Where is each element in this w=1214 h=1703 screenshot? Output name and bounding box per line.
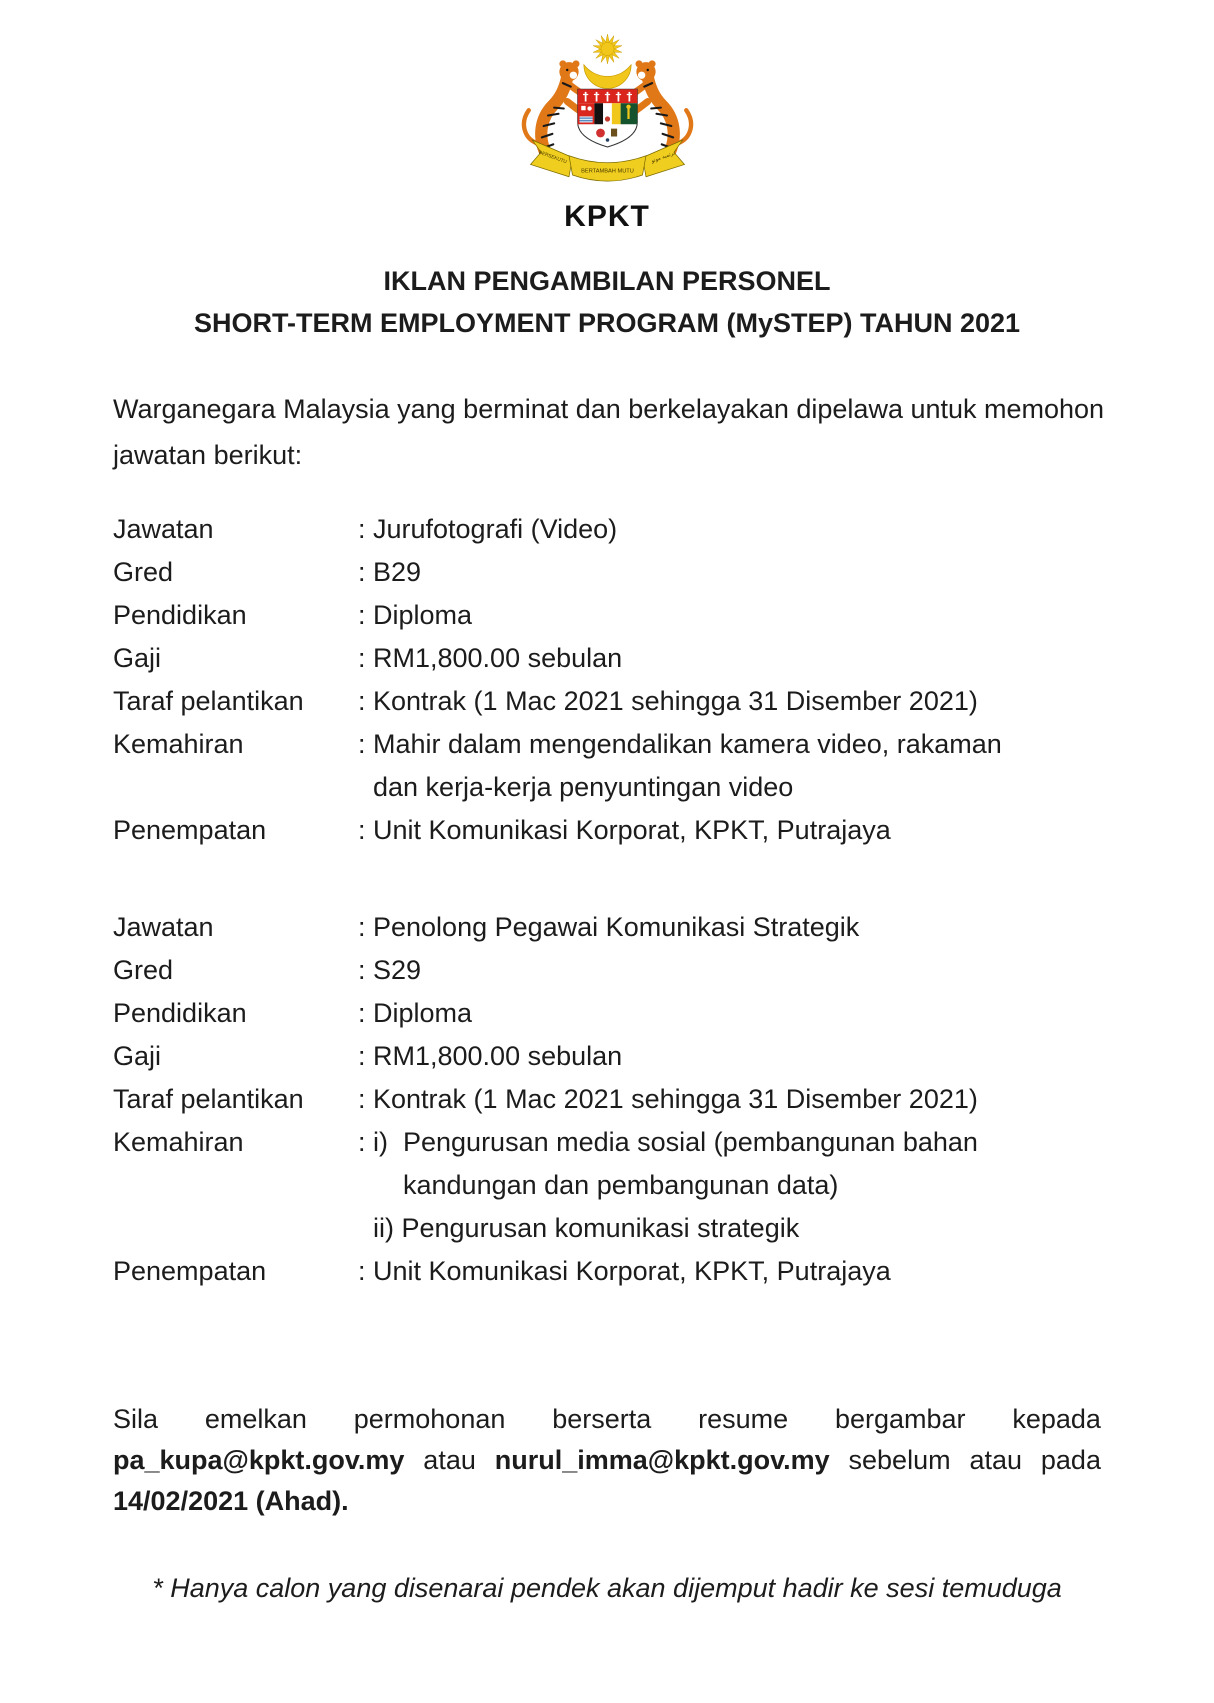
- word: sebelum: [848, 1445, 951, 1475]
- job-detail-row: [113, 949, 1101, 992]
- field-value-line: : Diploma: [358, 600, 473, 630]
- job-detail-row: [113, 594, 1101, 637]
- shield: [577, 89, 637, 147]
- field-value: [358, 1035, 1101, 1078]
- field-value-line: : Mahir dalam mengendalikan kamera video, rakaman: [358, 729, 1002, 759]
- crescent: [583, 65, 630, 89]
- intro-line: jawatan berikut:: [113, 440, 303, 470]
- field-value-line: dan kerja-kerja penyuntingan video: [358, 772, 794, 802]
- field-value: [358, 1078, 1101, 1121]
- field-value-line: kandungan dan pembangunan data): [358, 1170, 839, 1200]
- job-detail-row: [113, 723, 1101, 809]
- title-line-2: SHORT-TERM EMPLOYMENT PROGRAM (MySTEP) TAHUN 2021: [193, 308, 1021, 338]
- field-value-line: : Diploma: [358, 998, 473, 1028]
- field-value-line: : Unit Komunikasi Korporat, KPKT, Putrajaya: [358, 1256, 891, 1286]
- word: atau: [969, 1445, 1023, 1475]
- motto-left-text: BERSEKUTU: [537, 150, 567, 166]
- shortlist-footnote: * Hanya calon yang disenarai pendek akan dijemput hadir ke sesi temuduga: [152, 1573, 1062, 1603]
- field-value: [358, 637, 1101, 680]
- job-detail-row: [113, 1250, 1101, 1293]
- document-title: [113, 260, 1101, 344]
- field-value: [358, 1250, 1101, 1293]
- intro-line: Warganegara Malaysia yang berminat dan berkelayakan dipelawa untuk memohon: [113, 394, 1105, 424]
- field-label: Gred: [113, 557, 174, 587]
- field-value-line: : RM1,800.00 sebulan: [358, 1041, 623, 1071]
- job-detail-row: [113, 551, 1101, 594]
- field-value-line: : RM1,800.00 sebulan: [358, 643, 623, 673]
- field-label: Jawatan: [113, 514, 214, 544]
- job-listing-1: [113, 508, 1101, 852]
- word: berserta: [552, 1404, 652, 1434]
- field-value-line: : Unit Komunikasi Korporat, KPKT, Putrajaya: [358, 815, 891, 845]
- field-value-line: ii) Pengurusan komunikasi strategik: [358, 1213, 800, 1243]
- field-value: [358, 906, 1101, 949]
- job-detail-row: [113, 1078, 1101, 1121]
- field-label: Penempatan: [113, 815, 267, 845]
- intro-paragraph: [113, 386, 1105, 478]
- field-label: Penempatan: [113, 1256, 267, 1286]
- field-value: [358, 680, 1101, 723]
- field-value-line: : Kontrak (1 Mac 2021 sehingga 31 Disember 2021): [358, 686, 978, 716]
- word: nurul_imma@kpkt.gov.my: [494, 1445, 830, 1475]
- field-value-line: : Jurufotografi (Video): [358, 514, 618, 544]
- field-value-line: : i) Pengurusan media sosial (pembangunan bahan: [358, 1127, 978, 1157]
- field-label: Kemahiran: [113, 1127, 244, 1157]
- job-listing-2: [113, 906, 1101, 1293]
- word: kepada: [1012, 1404, 1101, 1434]
- word: bergambar: [834, 1404, 966, 1434]
- field-label: Kemahiran: [113, 729, 244, 759]
- field-value: [358, 992, 1101, 1035]
- word: permohonan: [353, 1404, 506, 1434]
- field-label: Pendidikan: [113, 600, 247, 630]
- field-value: [358, 594, 1101, 637]
- job-detail-row: [113, 992, 1101, 1035]
- application-deadline: 14/02/2021 (Ahad).: [113, 1486, 349, 1516]
- application-line-1: [113, 1399, 1101, 1440]
- motto-right-jawi-text: برتمبه موتو: [650, 150, 676, 165]
- field-value: [358, 551, 1101, 594]
- word: emelkan: [204, 1404, 307, 1434]
- federal-star: [592, 34, 622, 64]
- word: Sila: [113, 1404, 159, 1434]
- field-value-line: : B29: [358, 557, 422, 587]
- word: atau: [423, 1445, 476, 1475]
- job-detail-row: [113, 1035, 1101, 1078]
- field-label: Pendidikan: [113, 998, 247, 1028]
- field-value: [358, 809, 1101, 852]
- job-detail-row: [113, 906, 1101, 949]
- field-label: Taraf pelantikan: [113, 1084, 304, 1114]
- field-value: [358, 1121, 1101, 1250]
- field-label: Gaji: [113, 643, 162, 673]
- field-value-line: : Kontrak (1 Mac 2021 sehingga 31 Disember 2021): [358, 1084, 978, 1114]
- field-value: [358, 723, 1101, 809]
- field-label: Taraf pelantikan: [113, 686, 304, 716]
- field-value: [358, 949, 1101, 992]
- application-line-2: [113, 1440, 1101, 1481]
- job-detail-row: [113, 809, 1101, 852]
- field-value-line: : Penolong Pegawai Komunikasi Strategik: [358, 912, 860, 942]
- field-label: Gred: [113, 955, 174, 985]
- field-label: Gaji: [113, 1041, 162, 1071]
- job-detail-row: [113, 637, 1101, 680]
- application-instructions: [113, 1399, 1101, 1522]
- title-line-1: IKLAN PENGAMBILAN PERSONEL: [383, 266, 831, 296]
- word: resume: [698, 1404, 789, 1434]
- field-value-line: : S29: [358, 955, 422, 985]
- job-detail-row: [113, 508, 1101, 551]
- job-detail-row: [113, 680, 1101, 723]
- motto-center-text: BERTAMBAH MUTU: [580, 168, 634, 175]
- word: pa_kupa@kpkt.gov.my: [113, 1445, 405, 1475]
- word: pada: [1040, 1445, 1101, 1475]
- field-label: Jawatan: [113, 912, 214, 942]
- kpkt-logo-label: KPKT: [564, 200, 650, 233]
- kpkt-logo: [113, 28, 1101, 234]
- job-detail-row: [113, 1121, 1101, 1250]
- field-value: [358, 508, 1101, 551]
- malaysia-coat-of-arms-icon: [500, 28, 715, 203]
